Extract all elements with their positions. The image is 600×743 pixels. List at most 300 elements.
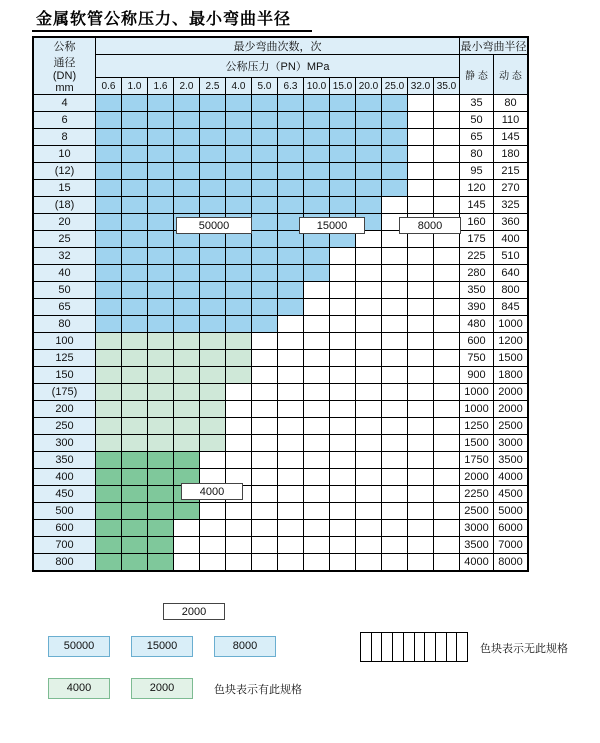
dn-value-14: 100 — [34, 333, 96, 350]
cell-r18-c0 — [96, 401, 122, 418]
table-head — [34, 38, 528, 95]
cell-r24-c2 — [148, 503, 174, 520]
cell-r27-c12 — [408, 554, 434, 571]
radius-dynamic-12: 845 — [494, 299, 528, 316]
table-row — [34, 197, 528, 214]
cell-r20-c0 — [96, 435, 122, 452]
cell-r26-c8 — [304, 537, 330, 554]
radius-dynamic-24: 5000 — [494, 503, 528, 520]
cell-r4-c12 — [408, 163, 434, 180]
cell-r9-c5 — [226, 248, 252, 265]
legend-swatch-4000: 4000 — [48, 678, 110, 699]
cell-r10-c0 — [96, 265, 122, 282]
radius-dynamic-3: 180 — [494, 146, 528, 163]
cell-r11-c12 — [408, 282, 434, 299]
cell-r1-c2 — [148, 112, 174, 129]
cell-r20-c7 — [278, 435, 304, 452]
cell-r6-c6 — [252, 197, 278, 214]
dn-value-3: 10 — [34, 146, 96, 163]
table-row — [34, 367, 528, 384]
cell-r12-c0 — [96, 299, 122, 316]
radius-dynamic-17: 2000 — [494, 384, 528, 401]
cell-r0-c9 — [330, 95, 356, 112]
cell-r1-c8 — [304, 112, 330, 129]
cell-r12-c4 — [200, 299, 226, 316]
cell-r25-c12 — [408, 520, 434, 537]
cell-r9-c8 — [304, 248, 330, 265]
cell-r27-c3 — [174, 554, 200, 571]
cell-r9-c4 — [200, 248, 226, 265]
cell-r20-c6 — [252, 435, 278, 452]
dn-value-20: 300 — [34, 435, 96, 452]
dn-value-7: 20 — [34, 214, 96, 231]
cell-r22-c11 — [382, 469, 408, 486]
cell-r12-c2 — [148, 299, 174, 316]
pn-column-header-8: 10.0 — [304, 78, 330, 95]
dn-value-4: (12) — [34, 163, 96, 180]
cell-r16-c5 — [226, 367, 252, 384]
radius-static-20: 1500 — [460, 435, 494, 452]
cell-r8-c1 — [122, 231, 148, 248]
cell-r23-c6 — [252, 486, 278, 503]
cell-r10-c6 — [252, 265, 278, 282]
cell-r22-c8 — [304, 469, 330, 486]
cell-r11-c10 — [356, 282, 382, 299]
cell-r19-c3 — [174, 418, 200, 435]
cell-r21-c12 — [408, 452, 434, 469]
cell-r19-c13 — [434, 418, 460, 435]
bend-count-header: 最少弯曲次数，次 — [96, 38, 460, 55]
cell-r18-c5 — [226, 401, 252, 418]
table-row — [34, 503, 528, 520]
cell-r20-c11 — [382, 435, 408, 452]
table-row — [34, 350, 528, 367]
cell-r18-c12 — [408, 401, 434, 418]
cell-r15-c13 — [434, 350, 460, 367]
cell-r23-c11 — [382, 486, 408, 503]
callout-2000: 2000 — [163, 603, 225, 620]
cell-r10-c4 — [200, 265, 226, 282]
pn-column-header-10: 20.0 — [356, 78, 382, 95]
cell-r3-c1 — [122, 146, 148, 163]
cell-r15-c10 — [356, 350, 382, 367]
legend-item-50000 — [48, 636, 110, 657]
cell-r6-c10 — [356, 197, 382, 214]
cell-r0-c13 — [434, 95, 460, 112]
table-row — [34, 180, 528, 197]
cell-r15-c3 — [174, 350, 200, 367]
cell-r6-c2 — [148, 197, 174, 214]
cell-r10-c7 — [278, 265, 304, 282]
cell-r19-c7 — [278, 418, 304, 435]
no-spec-grid-swatch — [360, 632, 468, 662]
cell-r20-c5 — [226, 435, 252, 452]
cell-r13-c1 — [122, 316, 148, 333]
cell-r17-c6 — [252, 384, 278, 401]
radius-dynamic-16: 1800 — [494, 367, 528, 384]
cell-r21-c3 — [174, 452, 200, 469]
dn-value-2: 8 — [34, 129, 96, 146]
cell-r6-c1 — [122, 197, 148, 214]
cell-r25-c1 — [122, 520, 148, 537]
radius-static-1: 50 — [460, 112, 494, 129]
radius-static-0: 35 — [460, 95, 494, 112]
cell-r27-c11 — [382, 554, 408, 571]
radius-dynamic-9: 510 — [494, 248, 528, 265]
cell-r2-c2 — [148, 129, 174, 146]
cell-r16-c11 — [382, 367, 408, 384]
table-row — [34, 469, 528, 486]
cell-r18-c2 — [148, 401, 174, 418]
cell-r19-c8 — [304, 418, 330, 435]
cell-r5-c11 — [382, 180, 408, 197]
cell-r24-c1 — [122, 503, 148, 520]
cell-r14-c1 — [122, 333, 148, 350]
legend — [48, 636, 568, 710]
cell-r18-c3 — [174, 401, 200, 418]
table-row — [34, 95, 528, 112]
cell-r0-c10 — [356, 95, 382, 112]
cell-r26-c4 — [200, 537, 226, 554]
radius-dynamic-27: 8000 — [494, 554, 528, 571]
cell-r22-c1 — [122, 469, 148, 486]
radius-dynamic-11: 800 — [494, 282, 528, 299]
cell-r12-c8 — [304, 299, 330, 316]
cell-r11-c6 — [252, 282, 278, 299]
cell-r21-c10 — [356, 452, 382, 469]
cell-r0-c7 — [278, 95, 304, 112]
table-row — [34, 384, 528, 401]
cell-r26-c9 — [330, 537, 356, 554]
cell-r7-c1 — [122, 214, 148, 231]
cell-r14-c9 — [330, 333, 356, 350]
cell-r10-c9 — [330, 265, 356, 282]
cell-r18-c11 — [382, 401, 408, 418]
cell-r18-c7 — [278, 401, 304, 418]
cell-r22-c12 — [408, 469, 434, 486]
cell-r13-c12 — [408, 316, 434, 333]
cell-r12-c6 — [252, 299, 278, 316]
cell-r25-c3 — [174, 520, 200, 537]
cell-r23-c7 — [278, 486, 304, 503]
cell-r21-c13 — [434, 452, 460, 469]
cell-r26-c3 — [174, 537, 200, 554]
cell-r21-c7 — [278, 452, 304, 469]
pn-column-header-0: 0.6 — [96, 78, 122, 95]
table-row — [34, 333, 528, 350]
radius-dynamic-6: 325 — [494, 197, 528, 214]
cell-r4-c6 — [252, 163, 278, 180]
cell-r14-c4 — [200, 333, 226, 350]
cell-r6-c12 — [408, 197, 434, 214]
cell-r16-c10 — [356, 367, 382, 384]
cell-r27-c13 — [434, 554, 460, 571]
table-row — [34, 435, 528, 452]
cell-r25-c0 — [96, 520, 122, 537]
cell-r16-c1 — [122, 367, 148, 384]
cell-r15-c0 — [96, 350, 122, 367]
cell-r13-c7 — [278, 316, 304, 333]
cell-r25-c7 — [278, 520, 304, 537]
dn-value-17: (175) — [34, 384, 96, 401]
cell-r27-c0 — [96, 554, 122, 571]
callout-50000: 50000 — [176, 217, 252, 234]
cell-r17-c5 — [226, 384, 252, 401]
cell-r1-c11 — [382, 112, 408, 129]
cell-r27-c9 — [330, 554, 356, 571]
cell-r7-c2 — [148, 214, 174, 231]
cell-r24-c12 — [408, 503, 434, 520]
radius-static-3: 80 — [460, 146, 494, 163]
cell-r1-c6 — [252, 112, 278, 129]
cell-r13-c9 — [330, 316, 356, 333]
bend-radius-header: 最小弯曲半径 — [460, 38, 528, 55]
cell-r27-c5 — [226, 554, 252, 571]
cell-r24-c3 — [174, 503, 200, 520]
cell-r15-c8 — [304, 350, 330, 367]
cell-r13-c3 — [174, 316, 200, 333]
cell-r22-c10 — [356, 469, 382, 486]
dn-value-12: 65 — [34, 299, 96, 316]
cell-r17-c0 — [96, 384, 122, 401]
cell-r4-c1 — [122, 163, 148, 180]
cell-r12-c3 — [174, 299, 200, 316]
cell-r0-c2 — [148, 95, 174, 112]
radius-dynamic-7: 360 — [494, 214, 528, 231]
table-row — [34, 418, 528, 435]
cell-r2-c0 — [96, 129, 122, 146]
cell-r12-c10 — [356, 299, 382, 316]
cell-r11-c11 — [382, 282, 408, 299]
cell-r25-c11 — [382, 520, 408, 537]
cell-r12-c5 — [226, 299, 252, 316]
radius-static-14: 600 — [460, 333, 494, 350]
spec-table — [33, 37, 528, 571]
dn-value-5: 15 — [34, 180, 96, 197]
radius-dynamic-22: 4000 — [494, 469, 528, 486]
cell-r0-c3 — [174, 95, 200, 112]
radius-dynamic-18: 2000 — [494, 401, 528, 418]
cell-r21-c9 — [330, 452, 356, 469]
cell-r6-c7 — [278, 197, 304, 214]
cell-r13-c5 — [226, 316, 252, 333]
cell-r27-c8 — [304, 554, 330, 571]
cell-r3-c7 — [278, 146, 304, 163]
table-row — [34, 146, 528, 163]
radius-static-24: 2500 — [460, 503, 494, 520]
radius-dynamic-8: 400 — [494, 231, 528, 248]
legend-item-4000 — [48, 678, 110, 699]
cell-r25-c10 — [356, 520, 382, 537]
radius-dynamic-0: 80 — [494, 95, 528, 112]
cell-r26-c13 — [434, 537, 460, 554]
radius-dynamic-13: 1000 — [494, 316, 528, 333]
legend-swatch-50000: 50000 — [48, 636, 110, 657]
cell-r0-c11 — [382, 95, 408, 112]
table-row — [34, 299, 528, 316]
cell-r21-c8 — [304, 452, 330, 469]
cell-r4-c7 — [278, 163, 304, 180]
cell-r16-c2 — [148, 367, 174, 384]
dn-header-line-2: 通径 — [53, 57, 76, 69]
cell-r6-c4 — [200, 197, 226, 214]
cell-r11-c0 — [96, 282, 122, 299]
cell-r23-c13 — [434, 486, 460, 503]
radius-static-23: 2250 — [460, 486, 494, 503]
cell-r17-c10 — [356, 384, 382, 401]
cell-r1-c0 — [96, 112, 122, 129]
cell-r18-c9 — [330, 401, 356, 418]
legend-note-has-spec: 色块表示有此规格 — [214, 684, 302, 696]
cell-r15-c9 — [330, 350, 356, 367]
cell-r17-c9 — [330, 384, 356, 401]
cell-r3-c6 — [252, 146, 278, 163]
dn-value-21: 350 — [34, 452, 96, 469]
legend-swatch-15000: 15000 — [131, 636, 193, 657]
cell-r5-c12 — [408, 180, 434, 197]
cell-r27-c1 — [122, 554, 148, 571]
legend-item-2000 — [131, 678, 193, 699]
cell-r26-c0 — [96, 537, 122, 554]
cell-r6-c5 — [226, 197, 252, 214]
cell-r11-c1 — [122, 282, 148, 299]
cell-r22-c2 — [148, 469, 174, 486]
cell-r19-c11 — [382, 418, 408, 435]
cell-r2-c9 — [330, 129, 356, 146]
cell-r14-c3 — [174, 333, 200, 350]
cell-r5-c9 — [330, 180, 356, 197]
cell-r14-c5 — [226, 333, 252, 350]
cell-r24-c4 — [200, 503, 226, 520]
cell-r22-c9 — [330, 469, 356, 486]
cell-r5-c8 — [304, 180, 330, 197]
cell-r6-c9 — [330, 197, 356, 214]
table-row — [34, 520, 528, 537]
cell-r16-c9 — [330, 367, 356, 384]
pn-column-header-12: 32.0 — [408, 78, 434, 95]
table-row — [34, 316, 528, 333]
cell-r8-c2 — [148, 231, 174, 248]
cell-r19-c1 — [122, 418, 148, 435]
cell-r16-c7 — [278, 367, 304, 384]
radius-dynamic-20: 3000 — [494, 435, 528, 452]
cell-r12-c9 — [330, 299, 356, 316]
radius-static-27: 4000 — [460, 554, 494, 571]
cell-r5-c7 — [278, 180, 304, 197]
table-row — [34, 486, 528, 503]
radius-dynamic-15: 1500 — [494, 350, 528, 367]
cell-r4-c5 — [226, 163, 252, 180]
cell-r8-c0 — [96, 231, 122, 248]
radius-dynamic-25: 6000 — [494, 520, 528, 537]
cell-r21-c6 — [252, 452, 278, 469]
cell-r26-c11 — [382, 537, 408, 554]
cell-r25-c6 — [252, 520, 278, 537]
dn-value-18: 200 — [34, 401, 96, 418]
cell-r25-c5 — [226, 520, 252, 537]
radius-static-18: 1000 — [460, 401, 494, 418]
cell-r9-c6 — [252, 248, 278, 265]
callout-15000: 15000 — [299, 217, 365, 234]
table-row — [34, 452, 528, 469]
cell-r23-c0 — [96, 486, 122, 503]
cell-r5-c10 — [356, 180, 382, 197]
cell-r8-c6 — [252, 231, 278, 248]
callout-8000: 8000 — [399, 217, 461, 234]
cell-r20-c3 — [174, 435, 200, 452]
radius-static-22: 2000 — [460, 469, 494, 486]
cell-r2-c5 — [226, 129, 252, 146]
cell-r11-c3 — [174, 282, 200, 299]
cell-r18-c1 — [122, 401, 148, 418]
header-row-pn-values — [34, 78, 528, 95]
cell-r10-c3 — [174, 265, 200, 282]
cell-r25-c8 — [304, 520, 330, 537]
cell-r24-c6 — [252, 503, 278, 520]
cell-r12-c1 — [122, 299, 148, 316]
table-row — [34, 554, 528, 571]
radius-dynamic-26: 7000 — [494, 537, 528, 554]
cell-r1-c1 — [122, 112, 148, 129]
cell-r26-c1 — [122, 537, 148, 554]
dn-value-22: 400 — [34, 469, 96, 486]
cell-r3-c0 — [96, 146, 122, 163]
cell-r0-c5 — [226, 95, 252, 112]
cell-r3-c12 — [408, 146, 434, 163]
cell-r10-c13 — [434, 265, 460, 282]
cell-r3-c10 — [356, 146, 382, 163]
dn-value-6: (18) — [34, 197, 96, 214]
cell-r0-c1 — [122, 95, 148, 112]
cell-r13-c8 — [304, 316, 330, 333]
cell-r23-c2 — [148, 486, 174, 503]
cell-r10-c10 — [356, 265, 382, 282]
cell-r24-c13 — [434, 503, 460, 520]
pn-column-header-6: 5.0 — [252, 78, 278, 95]
cell-r13-c10 — [356, 316, 382, 333]
cell-r19-c4 — [200, 418, 226, 435]
cell-r0-c6 — [252, 95, 278, 112]
cell-r25-c13 — [434, 520, 460, 537]
dn-value-9: 32 — [34, 248, 96, 265]
legend-row-blue — [48, 636, 568, 668]
cell-r9-c10 — [356, 248, 382, 265]
radius-dynamic-14: 1200 — [494, 333, 528, 350]
cell-r24-c10 — [356, 503, 382, 520]
cell-r3-c5 — [226, 146, 252, 163]
cell-r14-c13 — [434, 333, 460, 350]
radius-static-17: 1000 — [460, 384, 494, 401]
dn-header-line-3: (DN) — [52, 70, 77, 82]
radius-static-21: 1750 — [460, 452, 494, 469]
dn-value-16: 150 — [34, 367, 96, 384]
cell-r15-c12 — [408, 350, 434, 367]
cell-r5-c1 — [122, 180, 148, 197]
cell-r24-c5 — [226, 503, 252, 520]
cell-r21-c4 — [200, 452, 226, 469]
cell-r25-c9 — [330, 520, 356, 537]
cell-r1-c13 — [434, 112, 460, 129]
dn-value-27: 800 — [34, 554, 96, 571]
cell-r1-c4 — [200, 112, 226, 129]
header-row-1 — [34, 38, 528, 55]
radius-static-12: 390 — [460, 299, 494, 316]
cell-r10-c8 — [304, 265, 330, 282]
cell-r3-c2 — [148, 146, 174, 163]
radius-dynamic-header: 动 态 — [494, 55, 528, 95]
cell-r24-c0 — [96, 503, 122, 520]
cell-r7-c6 — [252, 214, 278, 231]
